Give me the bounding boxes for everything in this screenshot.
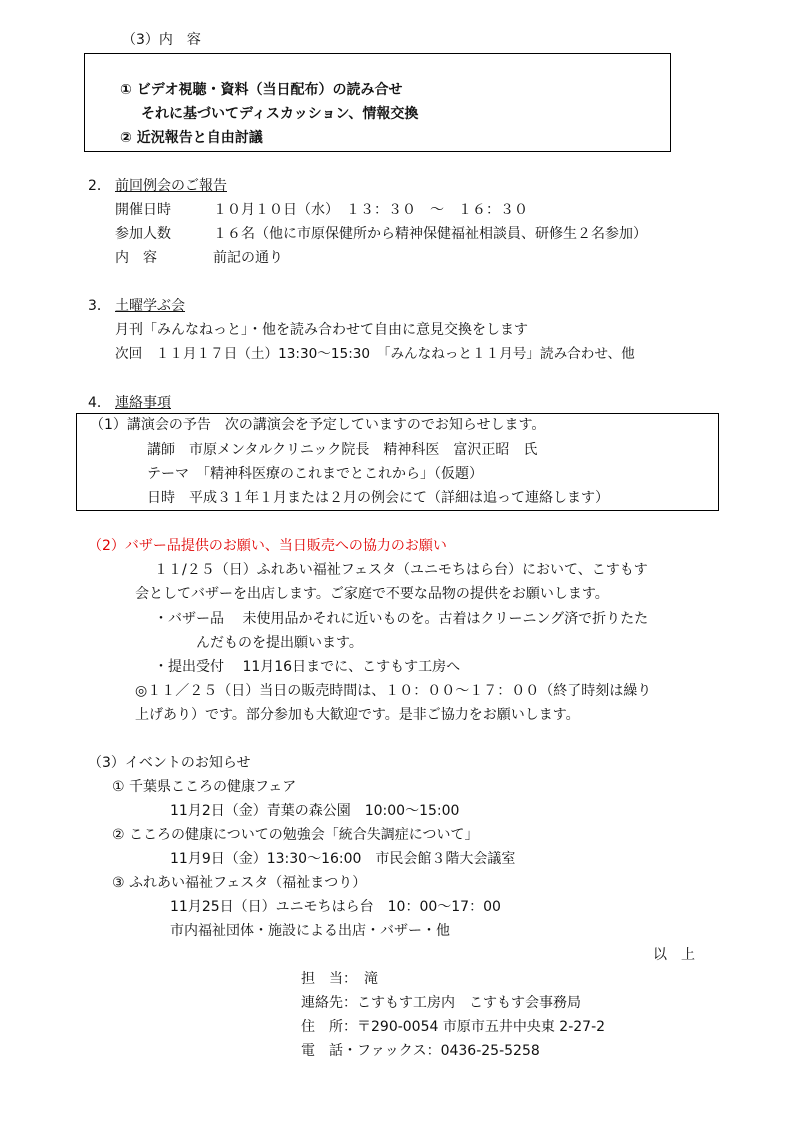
sec3-line-2: 次回 １１月１７日（土）13:30～15:30 「みんなねっと１１月号」読み合わせ、他 bbox=[115, 346, 635, 362]
contact-office: 連絡先：こすもす工房内 こすもす会事務局 bbox=[301, 995, 581, 1011]
sec3-number: 3． bbox=[88, 298, 111, 314]
lecture-theme: テーマ 「精神科医療のこれまでとこれから」（仮題） bbox=[147, 466, 483, 482]
event-3-detail-1: 11月25日（日）ユニモちはら台 10：00～17：00 bbox=[170, 899, 501, 915]
sec3-title: 土曜学ぶ会 bbox=[115, 298, 185, 314]
bazaar-line-1: １１/２５（日）ふれあい福祉フェスタ（ユニモちはら台）において、こすもす bbox=[154, 562, 648, 578]
contact-phone: 電 話・ファックス：0436-25-5258 bbox=[301, 1043, 540, 1059]
sec4-number: 4． bbox=[88, 395, 111, 411]
event-2-detail: 11月9日（金）13:30～16:00 市民会館３階大会議室 bbox=[170, 851, 516, 867]
sec2-value-content: 前記の通り bbox=[213, 250, 283, 266]
content-item-1: ① ビデオ視聴・資料（当日配布）の読み合せ bbox=[120, 82, 403, 98]
sec2-label-count: 参加人数 bbox=[115, 226, 171, 242]
sec2-value-count: １６名（他に市原保健所から精神保健福祉相談員、研修生２名参加） bbox=[213, 226, 647, 242]
sec2-label-date: 開催日時 bbox=[115, 202, 171, 218]
bazaar-line-5: ・提出受付 11月16日までに、こすもす工房へ bbox=[154, 659, 461, 675]
event-3-title: ③ ふれあい福祉フェスタ（福祉まつり） bbox=[112, 875, 367, 891]
closing-text: 以 上 bbox=[653, 947, 695, 963]
content-item-2: ② 近況報告と自由討議 bbox=[120, 130, 263, 146]
content-item-1-cont: それに基づいてディスカッション、情報交換 bbox=[141, 106, 419, 122]
bazaar-line-7: 上げあり）です。部分参加も大歓迎です。是非ご協力をお願いします。 bbox=[135, 707, 580, 723]
event-3-detail-2: 市内福祉団体・施設による出店・バザー・他 bbox=[170, 923, 450, 939]
events-header: （3）イベントのお知らせ bbox=[88, 755, 251, 771]
lecture-header: （1）講演会の予告 次の講演会を予定していますのでお知らせします。 bbox=[90, 417, 546, 433]
contact-person: 担 当： 滝 bbox=[301, 971, 378, 987]
bazaar-line-3: ・バザー品 未使用品かそれに近いものを。古着はクリーニング済で折りたた bbox=[154, 611, 649, 627]
bazaar-line-6: ◎１１／２５（日）当日の販売時間は、１０：００～１７：００（終了時刻は繰り bbox=[135, 683, 652, 699]
event-2-title: ② こころの健康についての勉強会「統合失調症について」 bbox=[112, 827, 479, 843]
sec4-title: 連絡事項 bbox=[115, 395, 171, 411]
sec2-title: 前回例会のご報告 bbox=[115, 178, 227, 194]
sec2-value-date: １０月１０日（水） １３：３０ ～ １６：３０ bbox=[213, 202, 528, 218]
sec2-label-content: 内 容 bbox=[115, 250, 157, 266]
sec3-line-1: 月刊「みんなねっと」・他を読み合わせて自由に意見交換をします bbox=[115, 322, 528, 338]
lecture-date: 日時 平成３１年１月または２月の例会にて（詳細は追って連絡します） bbox=[147, 490, 609, 506]
sec2-number: 2． bbox=[88, 178, 111, 194]
bazaar-header: （2）バザー品提供のお願い、当日販売への協力のお願い bbox=[88, 538, 447, 554]
event-1-title: ① 千葉県こころの健康フェア bbox=[112, 779, 297, 795]
bazaar-line-4: んだものを提出願います。 bbox=[196, 635, 363, 651]
lecture-speaker: 講師 市原メンタルクリニック院長 精神科医 富沢正昭 氏 bbox=[147, 442, 538, 458]
content-heading: （3）内 容 bbox=[122, 32, 201, 48]
bazaar-line-2: 会としてバザーを出店します。ご家庭で不要な品物の提供をお願いします。 bbox=[135, 586, 609, 602]
contact-address: 住 所：〒290-0054 市原市五井中央東 2-27-2 bbox=[301, 1019, 606, 1035]
event-1-detail: 11月2日（金）青葉の森公園 10:00～15:00 bbox=[170, 803, 460, 819]
